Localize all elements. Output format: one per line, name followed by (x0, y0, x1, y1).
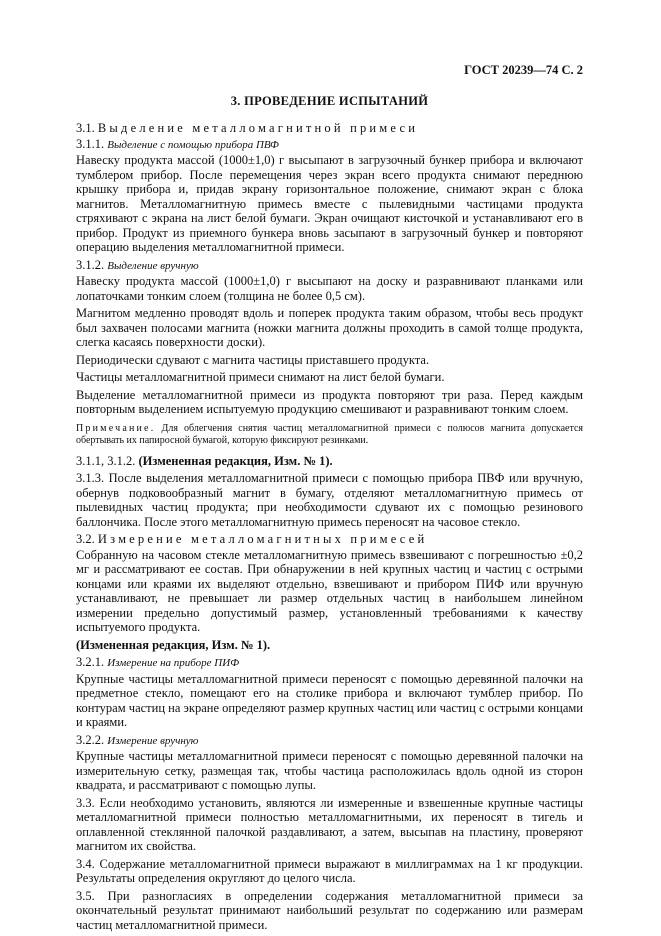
clause-3-1-2-heading (76, 258, 583, 274)
clause-3-2-1-heading (76, 655, 583, 671)
paragraph-3-2: Собранную на часовом стекле металломагнитную примесь взвешивают с погрешностью ±0,2 мг и рассматривают ее состав. При обнаружении в ней крупных частиц и частиц с острыми концами или краями их выделяют отдельно, взвешивают и прибором ПИФ или вручную устанавливают, не превышает ли размер отдельных частиц в наибольшем линейном измерении предельно допустимый размер, установленный требованиями к качеству испытуемого продукта. (76, 547, 583, 634)
clause-3-2-heading (76, 532, 583, 547)
clause-title: Измерение металломагнитных примесей (97, 532, 428, 546)
page-header: ГОСТ 20239—74 С. 2 (464, 63, 583, 77)
revision-clauses: 3.1.1, 3.1.2. (76, 453, 136, 468)
clause-3-2-2-heading (76, 733, 583, 749)
note-text: Для облегчения снятия частиц металломагнитной примеси с полюсов магнита допускается обертывать их папиросной бумагой, которую фиксируют резинками. (76, 422, 584, 446)
clause-number: 3.2. (76, 532, 95, 546)
paragraph-3-1-2-d: Частицы металломагнитной примеси снимают на лист белой бумаги. (76, 370, 445, 384)
clause-title: Выделение металломагнитной примеси (97, 121, 419, 135)
paragraph-3-1-2-c: Периодически сдувают с магнита частицы приставшего продукта. (76, 352, 430, 367)
clause-title: Выделение вручную (107, 259, 199, 272)
paragraph-3-1-2-e: Выделение металломагнитной примеси из продукта повторяют три раза. Перед каждым повторным выделением испытуемую продукцию смешивают и разравнивают тонким слоем. (76, 387, 583, 416)
revision-note-2: (Измененная редакция, Изм. № 1). (76, 637, 271, 652)
note (76, 423, 583, 448)
paragraph-3-1-2-a: Навеску продукта массой (1000±1,0) г высыпают на доску и разравнивают планками или лопаточками тонким слоем (толщина не более 0,5 см). (76, 274, 583, 303)
paragraph-3-1-2-b: Магнитом медленно проводят вдоль и поперек продукта таким образом, чтобы весь продукт был захвачен полосами магнита (ножки магнита должны проходить в самой толще продукта, слегка касаясь поверхности доски). (76, 306, 583, 349)
clause-number: 3.1.1. (76, 136, 105, 151)
paragraph-3-1-1: Навеску продукта массой (1000±1,0) г высыпают в загрузочный бункер прибора и включают тумблером прибор. После перемещения через экран всего продукта снимают переднюю крышку прибора и, придав экрану горизонтальное положение, снимают экран с блока магнитов. Металломагнитную примесь вместе с пылевидными частицами продукта стряхивают с экрана на лист белой бумаги. Экран очищают кисточкой и устанавливают его в прибор. Продукт из приемного бункера вновь засыпают в загрузочный бункер и повторяют операцию выделения металломагнитной примеси. (76, 153, 583, 254)
clause-number: 3.1. (76, 121, 95, 135)
paragraph-3-1-3: 3.1.3. После выделения металломагнитной примеси с помощью прибора ПВФ или вручную, обернув подковообразный магнит в бумагу, отделяют металломагнитную примесь от пылевидных частиц продукта; при необходимости сдувают их с помощью резинового баллончика. После этого металломагнитную примесь переносят на часовое стекло. (76, 471, 583, 529)
clause-number: 3.2.2. (76, 732, 105, 747)
paragraph-3-2-1: Крупные частицы металломагнитной примеси переносят с помощью деревянной палочки на предметное стекло, помещают его на столике прибора и включают тумблер прибор. По контурам частиц на экране определяют размер крупных частиц или частиц с острыми концами и краями. (76, 671, 583, 729)
clause-3-1-1-heading (76, 137, 583, 153)
revision-label: (Измененная редакция, Изм. № 1). (138, 453, 333, 468)
paragraph-3-2-2: Крупные частицы металломагнитной примеси переносят с помощью деревянной палочки на измерительную сетку, размещая так, чтобы частица расположилась вдоль одной из сторон квадрата, и рассматривают с помощью лупы. (76, 749, 583, 792)
clause-title: Измерение вручную (107, 734, 199, 747)
clause-number: 3.2.1. (76, 655, 105, 669)
revision-note-1 (76, 454, 583, 469)
paragraph-3-3: 3.3. Если необходимо установить, являются ли измеренные и взвешенные крупные частицы металломагнитной примеси полностью металломагнитными, их переносят в тигель и оплавленной стеклянной палочкой раздавливают, а затем, высыпав на пластину, проверяют магнитом их свойства. (76, 795, 583, 853)
paragraph-3-4: 3.4. Содержание металломагнитной примеси выражают в миллиграммах на 1 кг продукции. Результаты определения округляют до целого числа. (76, 856, 583, 885)
clause-number: 3.1.2. (76, 257, 105, 272)
note-label: Примечание. (76, 422, 156, 434)
document-body (76, 94, 583, 935)
section-title: 3. ПРОВЕДЕНИЕ ИСПЫТАНИЙ (230, 94, 429, 108)
clause-title: Измерение на приборе ПИФ (107, 657, 240, 669)
clause-3-1-heading (76, 121, 583, 136)
paragraph-3-5: 3.5. При разногласиях в определении содержания металломагнитной примеси за окончательный результат принимают наибольший результат по содержанию или размерам частиц металломагнитной примеси. (76, 888, 583, 932)
clause-title: Выделение с помощью прибора ПВФ (107, 138, 279, 151)
